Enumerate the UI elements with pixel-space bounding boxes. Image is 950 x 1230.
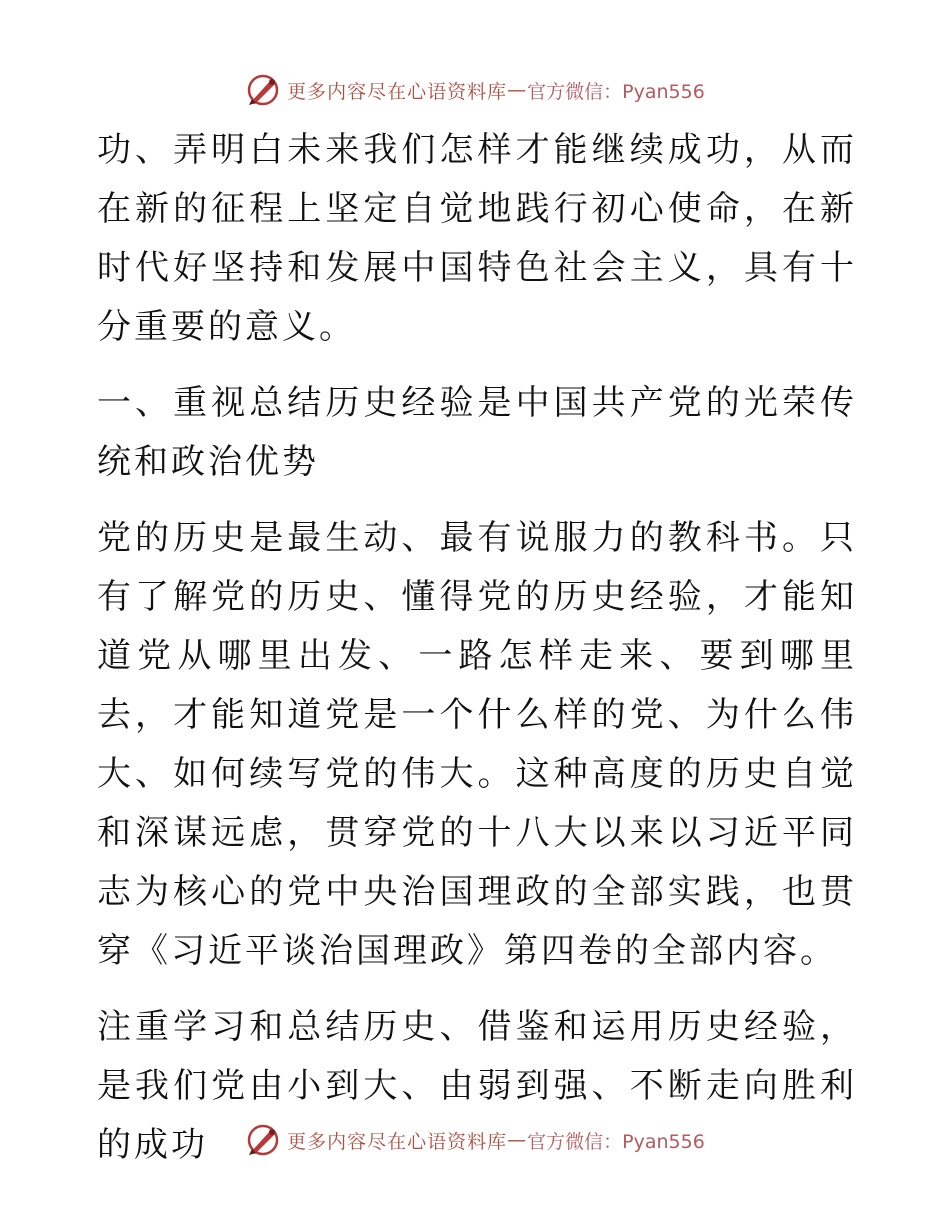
banner-wechat-label: 官方微信：Pyan556 xyxy=(527,1130,705,1153)
brush-pen-logo-icon xyxy=(245,72,281,108)
paragraph-2: 党的历史是最生动、最有说服力的教科书。只有了解党的历史、懂得党的历史经验，才能知道党从哪里出发、一路怎样走来、要到哪里去，才能知道党是一个什么样的党、为什么伟大、如何续写党的伟大。这种高度的历史自觉和深谋远虑，贯穿党的十八大以来以习近平同志为核心的党中央治国理政的全部实践，也贯穿《习近平谈治国理政》第四卷的全部内容。 xyxy=(97,518,857,971)
banner-promo-text: 更多内容尽在心语资料库 xyxy=(287,1130,508,1153)
banner-wechat-label: 官方微信：Pyan556 xyxy=(527,80,705,103)
banner-promo-text: 更多内容尽在心语资料库 xyxy=(287,80,508,103)
banner-dash: — xyxy=(507,1129,528,1151)
paragraph-1: 功、弄明白未来我们怎样才能继续成功，从而在新的征程上坚定自觉地践行初心使命，在新时代好坚持和发展中国特色社会主义，具有十分重要的意义。 xyxy=(97,130,857,347)
document-body xyxy=(97,121,857,1175)
footer-banner xyxy=(0,1120,950,1160)
header-banner xyxy=(0,70,950,110)
paragraph-3: 注重学习和总结历史、借鉴和运用历史经验，是我们党由小到大、由弱到强、不断走向胜利的成功 xyxy=(97,1007,857,1165)
brush-pen-logo-icon xyxy=(245,1122,281,1158)
banner-dash: — xyxy=(507,79,528,101)
section-heading-1: 一、重视总结历史经验是中国共产党的光荣传统和政治优势 xyxy=(97,383,857,482)
